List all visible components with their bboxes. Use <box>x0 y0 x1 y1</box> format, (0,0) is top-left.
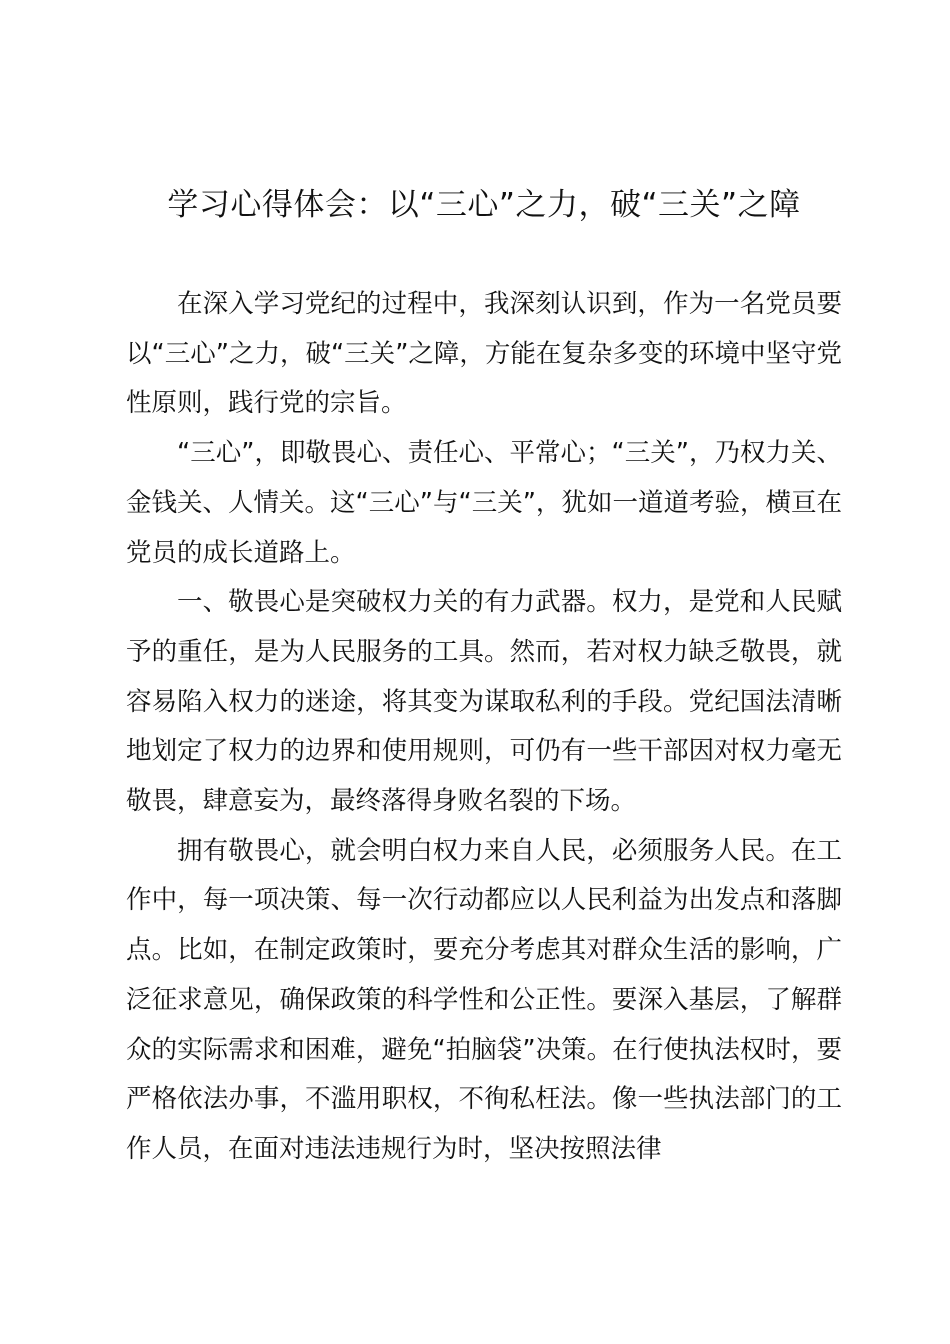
paragraph-reverence: 拥有敬畏心，就会明白权力来自人民，必须服务人民。在工作中，每一项决策、每一次行动都应以人民利益为出发点和落脚点。比如，在制定政策时，要充分考虑其对群众生活的影响，广泛征求意见，确保政策的科学性和公正性。要深入基层，了解群众的实际需求和困难，避免“拍脑袋”决策。在行使执法权时，要严格依法办事，不滥用职权，不徇私枉法。像一些执法部门的工作人员，在面对违法违规行为时，坚决按照法律 <box>126 835 842 1164</box>
paragraph-three-hearts: “三心”，即敬畏心、责任心、平常心；“三关”，乃权力关、金钱关、人情关。这“三心”与“三关”，犹如一道道考验，横亘在党员的成长道路上。 <box>126 438 842 568</box>
paragraph-intro: 在深入学习党纪的过程中，我深刻认识到，作为一名党员要以“三心”之力，破“三关”之障，方能在复杂多变的环境中坚守党性原则，践行党的宗旨。 <box>126 289 842 419</box>
document-body <box>126 280 842 1175</box>
document-title: 学习心得体会：以“三心”之力，破“三关”之障 <box>167 187 801 223</box>
paragraph-section-one: 一、敬畏心是突破权力关的有力武器。权力，是党和人民赋予的重任，是为人民服务的工具。然而，若对权力缺乏敬畏，就容易陷入权力的迷途，将其变为谋取私利的手段。党纪国法清晰地划定了权力的边界和使用规则，可仍有一些干部因对权力毫无敬畏，肆意妄为，最终落得身败名裂的下场。 <box>126 587 842 817</box>
